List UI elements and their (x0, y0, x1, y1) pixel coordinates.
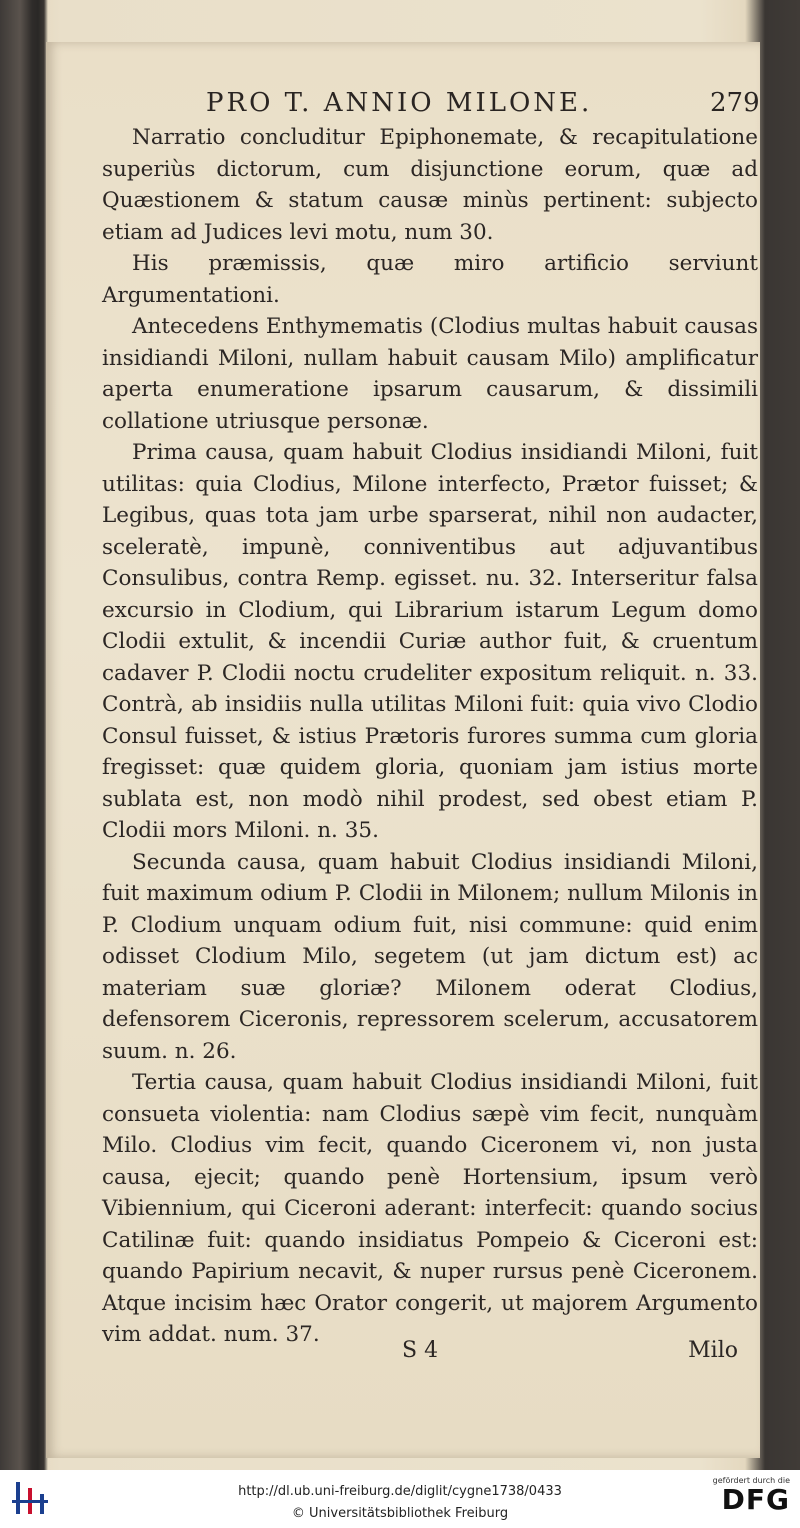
paragraph-praemissis: His præmissis, quæ miro artificio serviunt Argumentationi. (102, 251, 758, 308)
paragraph-tertia-causa: Tertia causa, quam habuit Clodius insidiandi Miloni, fuit consueta violentia: nam Clodius sæpè vim fecit, nunquàm Milo. Clodius vim fecit, quando Ciceronem vi, non justa causa, ejecit; quando penè Hortensium, ipsum verò Vibiennium, qui Ciceroni aderant: interfecit: quando socius Catilinæ fuit: quando insidiatus Pompeio & Ciceroni est: quando Papirium necavit, & nuper rursus penè Ciceronem. Atque incisim hæc Orator congerit, ut majorem Argumento vim addat. num. 37. (102, 1070, 758, 1347)
paragraph-secunda-causa: Secunda causa, quam habuit Clodius insidiandi Miloni, fuit maximum odium P. Clodii in Milonem; nullum Milonis in P. Clodium unquam odium fuit, nisi commune: quid enim odisset Clodium Milo, segetem (ut jam dictum est) ac materiam suæ gloriæ? Milonem oderat Clodius, defensorem Ciceronis, repressorem scelerum, accusatorem suum. n. 26. (102, 849, 758, 1064)
catchword: Milo (688, 1338, 738, 1363)
viewer-footer (0, 1470, 800, 1528)
copyright-notice: © Universitätsbibliothek Freiburg (291, 1506, 509, 1521)
running-head: PRO T. ANNIO MILONE. (206, 88, 593, 118)
page-number: 279 (710, 88, 760, 118)
body-text (102, 122, 758, 1351)
signature-mark: S 4 (402, 1338, 439, 1363)
paragraph-antecedens: Antecedens Enthymematis (Clodius multas habuit causas insidiandi Miloni, nullam habuit causam Milo) amplificatur aperta enumeratione ipsarum causarum, & dissimili collatione utriusque personæ. (102, 314, 758, 434)
paragraph-narratio: Narratio concluditur Epiphonemate, & recapitulatione superiùs dictorum, cum disjunctione eorum, quæ ad Quæstionem & statum causæ minùs pertinent: subjecto etiam ad Judices levi motu, num 30. (102, 125, 758, 245)
sponsor-text: gefördert durch die (712, 1476, 790, 1485)
paragraph-prima-causa: Prima causa, quam habuit Clodius insidiandi Miloni, fuit utilitas: quia Clodius, Milone interfecto, Prætor fuisset; & Legibus, quas tota jam urbe sparserat, nihil non audacter, sceleratè, impunè, conniventibus aut adjuvantibus Consulibus, contra Remp. egisset. nu. 32. Interseritur falsa excursio in Clodium, qui Librarium istarum Legum domo Clodii extulit, & incendii Curiæ author fuit, & cruentum cadaver P. Clodii noctu crudeliter expositum reliquit. n. 33. Contrà, ab insidiis nulla utilitas Miloni fuit: quia vivo Clodio Consul fuisset, & istius Prætoris furores summa cum gloria fregisset: quæ quidem gloria, quoniam jam istius morte sublata est, non modò nihil prodest, sed obest etiam P. Clodii mors Miloni. n. 35. (102, 440, 758, 843)
source-url-link[interactable]: http://dl.ub.uni-freiburg.de/diglit/cygne1738/0433 (238, 1484, 562, 1499)
dfg-sponsor (706, 1476, 790, 1515)
dfg-logo: DFG (721, 1483, 790, 1516)
book-page (46, 42, 760, 1458)
